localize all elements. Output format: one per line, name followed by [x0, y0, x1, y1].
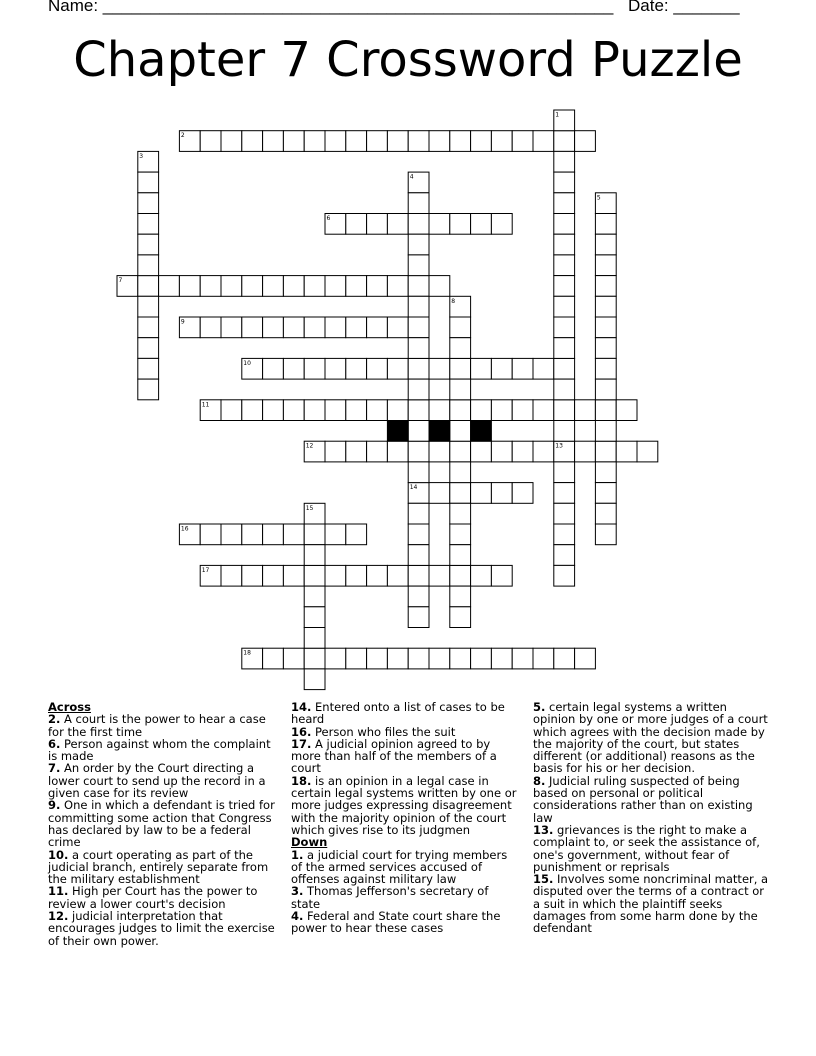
grid-cell[interactable] [408, 317, 429, 338]
grid-cell[interactable] [325, 358, 346, 379]
clue-across-12 [48, 910, 276, 947]
grid-cell[interactable] [637, 441, 658, 462]
grid-cell[interactable] [367, 648, 388, 669]
grid-cell[interactable] [554, 379, 575, 400]
grid-cell[interactable] [471, 358, 492, 379]
grid-cell[interactable] [408, 255, 429, 276]
grid-cell[interactable] [595, 255, 616, 276]
grid-cell[interactable] [367, 131, 388, 152]
grid-cell[interactable] [491, 565, 512, 586]
grid-cell[interactable] [554, 503, 575, 524]
grid-cell[interactable] [138, 317, 159, 338]
clue-text: Involves some noncriminal matter, a disputed over the terms of a contract or a suit in which the plaintiff seeks damages from some harm done by the defendant [533, 872, 769, 936]
grid-cell[interactable] [138, 214, 159, 235]
grid-cell[interactable] [263, 400, 284, 421]
clue-text: A judicial opinion agreed to by more than half of the members of a court [291, 736, 497, 776]
grid-cell[interactable] [263, 276, 284, 297]
grid-cell[interactable] [491, 214, 512, 235]
grid-cell[interactable] [471, 648, 492, 669]
clue-number: 2. [48, 712, 61, 727]
grid-number: 15 [305, 504, 314, 512]
grid-cell[interactable] [471, 565, 492, 586]
grid-cell[interactable] [138, 234, 159, 255]
grid-cell[interactable] [325, 441, 346, 462]
clue-text: An order by the Court directing a lower court to send up the record in a given case for its review [48, 761, 266, 801]
clue-number: 14. [291, 700, 312, 714]
grid-cell[interactable] [242, 400, 263, 421]
clue-number: 13. [533, 822, 554, 837]
clue-number: 12. [48, 909, 69, 924]
grid-cell[interactable] [304, 607, 325, 628]
grid-cell[interactable] [450, 483, 471, 504]
grid-cell[interactable] [450, 503, 471, 524]
grid-cell[interactable] [325, 131, 346, 152]
grid-cell[interactable] [263, 317, 284, 338]
grid-cell[interactable] [263, 358, 284, 379]
grid-cell[interactable] [200, 524, 221, 545]
clue-number: 8. [533, 773, 546, 788]
grid-cell[interactable] [408, 421, 429, 442]
grid-cell[interactable] [304, 524, 325, 545]
grid-cell[interactable] [221, 317, 242, 338]
grid-cell[interactable] [304, 648, 325, 669]
grid-cell[interactable] [387, 214, 408, 235]
grid-cell[interactable] [325, 524, 346, 545]
clue-text: certain legal systems a written opinion by one or more judges of a court which agrees with the decision made by the majority of the court, but states different (or additional) reasons as the basis for his or her decision. [533, 700, 768, 776]
grid-cell[interactable] [346, 317, 367, 338]
grid-cell[interactable] [429, 276, 450, 297]
grid-cell[interactable] [512, 441, 533, 462]
grid-cell[interactable] [325, 565, 346, 586]
clue-text: Thomas Jefferson's secretary of state [291, 884, 489, 911]
grid-cell[interactable] [263, 131, 284, 152]
clue-number: 11. [48, 884, 69, 899]
clues-column-3 [533, 701, 769, 935]
grid-cell[interactable] [242, 317, 263, 338]
grid-cell[interactable] [304, 628, 325, 649]
page-title: Chapter 7 Crossword Puzzle [73, 32, 743, 88]
grid-number: 1 [555, 111, 560, 119]
grid-cell[interactable] [304, 276, 325, 297]
grid-cell[interactable] [283, 358, 304, 379]
clue-across-18 [291, 775, 519, 836]
grid-cell[interactable] [595, 503, 616, 524]
grid-number: 2 [180, 132, 185, 140]
grid-cell[interactable] [138, 255, 159, 276]
grid-cell[interactable] [595, 296, 616, 317]
grid-cell[interactable] [304, 131, 325, 152]
grid-cell[interactable] [387, 358, 408, 379]
grid-cell[interactable] [408, 524, 429, 545]
grid-cell[interactable] [283, 524, 304, 545]
grid-number: 7 [118, 277, 123, 285]
grid-cell[interactable] [450, 586, 471, 607]
grid-cell[interactable] [408, 607, 429, 628]
grid-cell[interactable] [554, 421, 575, 442]
clue-down-3 [291, 885, 519, 910]
grid-cell[interactable] [450, 358, 471, 379]
clue-number: 1. [291, 847, 304, 862]
grid-cell[interactable] [304, 358, 325, 379]
date-field[interactable]: Date: _______ [628, 0, 740, 15]
grid-cell[interactable] [387, 400, 408, 421]
grid-cell[interactable] [595, 358, 616, 379]
grid-cell[interactable] [283, 648, 304, 669]
grid-cell[interactable] [325, 400, 346, 421]
grid-cell[interactable] [554, 255, 575, 276]
grid-cell[interactable] [283, 565, 304, 586]
clue-down-13 [533, 824, 769, 873]
grid-cell[interactable] [595, 483, 616, 504]
grid-cell[interactable] [138, 193, 159, 214]
grid-cell[interactable] [408, 358, 429, 379]
grid-cell[interactable] [595, 338, 616, 359]
grid-cell[interactable] [595, 276, 616, 297]
grid-cell[interactable] [408, 503, 429, 524]
grid-cell[interactable] [595, 462, 616, 483]
clues-column-2 [291, 701, 519, 935]
grid-cell[interactable] [450, 607, 471, 628]
grid-cell[interactable] [221, 400, 242, 421]
grid-cell[interactable] [554, 565, 575, 586]
grid-cell[interactable] [138, 172, 159, 193]
clue-number: 18. [291, 773, 312, 788]
grid-cell[interactable] [429, 358, 450, 379]
grid-cell[interactable] [408, 565, 429, 586]
grid-cell[interactable] [575, 131, 596, 152]
grid-cell[interactable] [450, 462, 471, 483]
grid-cell[interactable] [346, 358, 367, 379]
clue-text: judicial interpretation that encourages judges to limit the exercise of their own power. [48, 909, 275, 948]
grid-cell[interactable] [283, 400, 304, 421]
grid-cell[interactable] [491, 441, 512, 462]
grid-cell[interactable] [179, 276, 200, 297]
grid-cell[interactable] [429, 648, 450, 669]
grid-cell[interactable] [387, 441, 408, 462]
grid-cell[interactable] [450, 545, 471, 566]
grid-cell[interactable] [346, 441, 367, 462]
grid-cell[interactable] [408, 400, 429, 421]
grid-cell[interactable] [429, 131, 450, 152]
grid-cell[interactable] [554, 296, 575, 317]
clue-down-8 [533, 775, 769, 824]
clue-number: 4. [291, 909, 304, 924]
grid-cell[interactable] [283, 131, 304, 152]
grid-cell[interactable] [450, 379, 471, 400]
grid-cell[interactable] [242, 131, 263, 152]
grid-cell[interactable] [533, 648, 554, 669]
grid-number: 17 [201, 566, 210, 574]
clue-across-7 [48, 762, 276, 799]
grid-cell[interactable] [471, 131, 492, 152]
clue-across-14 [291, 701, 519, 726]
clue-number: 3. [291, 884, 304, 899]
grid-cell[interactable] [491, 358, 512, 379]
clue-text: is an opinion in a legal case in certain legal systems written by one or more judges expressing disagreement with the majority opinion of the court which gives rise to its judgmen [291, 773, 517, 837]
grid-cell[interactable] [367, 441, 388, 462]
clue-text: a court operating as part of the judicial branch, entirely separate from the military establishment [48, 847, 269, 887]
grid-cell[interactable] [304, 669, 325, 690]
grid-cell[interactable] [408, 545, 429, 566]
grid-cell[interactable] [200, 131, 221, 152]
grid-number: 4 [409, 173, 414, 181]
clue-text: a judicial court for trying members of the armed services accused of offenses against military law [291, 847, 508, 887]
grid-block [387, 421, 408, 442]
grid-cell[interactable] [325, 276, 346, 297]
clue-across-11 [48, 885, 276, 910]
grid-cell[interactable] [346, 214, 367, 235]
grid-cell[interactable] [595, 524, 616, 545]
grid-cell[interactable] [616, 441, 637, 462]
grid-cell[interactable] [325, 648, 346, 669]
grid-cell[interactable] [408, 648, 429, 669]
grid-cell[interactable] [575, 648, 596, 669]
grid-cell[interactable] [325, 317, 346, 338]
grid-cell[interactable] [450, 131, 471, 152]
grid-cell[interactable] [595, 234, 616, 255]
clue-number: 16. [291, 724, 312, 739]
grid-cell[interactable] [367, 214, 388, 235]
grid-cell[interactable] [491, 483, 512, 504]
grid-cell[interactable] [138, 379, 159, 400]
clues-column-1 [48, 701, 276, 947]
grid-cell[interactable] [408, 586, 429, 607]
grid-cell[interactable] [346, 565, 367, 586]
grid-cell[interactable] [367, 565, 388, 586]
clue-number: 17. [291, 736, 312, 751]
grid-cell[interactable] [471, 483, 492, 504]
grid-cell[interactable] [533, 400, 554, 421]
grid-number: 10 [243, 359, 251, 367]
grid-number: 14 [409, 484, 418, 492]
clue-text: Judicial ruling suspected of being based on personal or political considerations rather than on existing law [533, 773, 753, 825]
grid-cell[interactable] [533, 131, 554, 152]
clue-number: 5. [533, 700, 546, 714]
grid-number: 18 [243, 649, 251, 657]
grid-cell[interactable] [408, 234, 429, 255]
clue-across-10 [48, 849, 276, 886]
grid-cell[interactable] [554, 234, 575, 255]
clue-down-15 [533, 873, 769, 934]
grid-number: 13 [555, 442, 563, 450]
grid-number: 12 [305, 442, 314, 450]
clue-number: 15. [533, 872, 554, 887]
grid-cell[interactable] [367, 400, 388, 421]
clue-number: 7. [48, 761, 61, 776]
grid-cell[interactable] [263, 524, 284, 545]
grid-cell[interactable] [595, 379, 616, 400]
grid-cell[interactable] [408, 441, 429, 462]
clue-down-5 [533, 701, 769, 775]
grid-cell[interactable] [367, 276, 388, 297]
clue-across-9 [48, 799, 276, 848]
grid-cell[interactable] [491, 131, 512, 152]
grid-cell[interactable] [450, 565, 471, 586]
grid-cell[interactable] [200, 317, 221, 338]
grid-cell[interactable] [554, 317, 575, 338]
grid-cell[interactable] [263, 565, 284, 586]
grid-cell[interactable] [408, 193, 429, 214]
grid-cell[interactable] [471, 400, 492, 421]
grid-cell[interactable] [554, 131, 575, 152]
clue-across-2 [48, 713, 276, 738]
grid-cell[interactable] [221, 276, 242, 297]
grid-cell[interactable] [554, 648, 575, 669]
grid-cell[interactable] [450, 648, 471, 669]
grid-cell[interactable] [554, 151, 575, 172]
grid-cell[interactable] [595, 441, 616, 462]
clue-text: Federal and State court share the power to hear these cases [291, 909, 501, 936]
grid-cell[interactable] [429, 483, 450, 504]
grid-cell[interactable] [304, 565, 325, 586]
grid-cell[interactable] [346, 524, 367, 545]
grid-cell[interactable] [159, 276, 180, 297]
clue-text: grievances is the right to make a complaint to, or seek the assistance of, one's government, without fear of punishment or reprisals [533, 822, 760, 874]
grid-cell[interactable] [554, 483, 575, 504]
clue-across-6 [48, 738, 276, 763]
grid-cell[interactable] [554, 172, 575, 193]
grid-cell[interactable] [554, 193, 575, 214]
grid-cell[interactable] [554, 338, 575, 359]
grid-cell[interactable] [491, 648, 512, 669]
grid-cell[interactable] [367, 317, 388, 338]
clue-across-17 [291, 738, 519, 775]
grid-cell[interactable] [242, 524, 263, 545]
grid-cell[interactable] [554, 545, 575, 566]
grid-cell[interactable] [554, 358, 575, 379]
clue-text: Person who files the suit [311, 724, 456, 739]
down-heading: Down [291, 835, 328, 850]
grid-cell[interactable] [471, 441, 492, 462]
grid-number: 6 [326, 215, 331, 222]
grid-cell[interactable] [387, 648, 408, 669]
grid-cell[interactable] [471, 214, 492, 235]
grid-cell[interactable] [408, 338, 429, 359]
grid-cell[interactable] [491, 400, 512, 421]
grid-cell[interactable] [595, 421, 616, 442]
clue-text: Person against whom the complaint is made [48, 736, 271, 764]
grid-number: 9 [180, 318, 185, 326]
grid-cell[interactable] [450, 338, 471, 359]
grid-cell[interactable] [304, 317, 325, 338]
grid-cell[interactable] [575, 441, 596, 462]
clue-text: High per Court has the power to review a lower court's decision [48, 884, 258, 911]
grid-cell[interactable] [138, 276, 159, 297]
grid-cell[interactable] [408, 214, 429, 235]
grid-cell[interactable] [450, 317, 471, 338]
grid-cell[interactable] [429, 214, 450, 235]
grid-cell[interactable] [554, 214, 575, 235]
grid-cell[interactable] [554, 524, 575, 545]
clue-text: A court is the power to hear a case for the first time [48, 712, 266, 739]
grid-cell[interactable] [346, 648, 367, 669]
grid-cell[interactable] [429, 441, 450, 462]
grid-cell[interactable] [138, 358, 159, 379]
grid-cell[interactable] [429, 565, 450, 586]
grid-cell[interactable] [512, 483, 533, 504]
grid-cell[interactable] [595, 214, 616, 235]
grid-number: 16 [180, 525, 189, 533]
clue-down-4 [291, 910, 519, 935]
grid-cell[interactable] [242, 276, 263, 297]
grid-cell[interactable] [283, 317, 304, 338]
grid-cell[interactable] [512, 131, 533, 152]
grid-cell[interactable] [408, 131, 429, 152]
grid-cell[interactable] [595, 317, 616, 338]
grid-cell[interactable] [450, 400, 471, 421]
grid-cell[interactable] [387, 131, 408, 152]
grid-cell[interactable] [138, 338, 159, 359]
grid-cell[interactable] [554, 276, 575, 297]
grid-cell[interactable] [387, 276, 408, 297]
grid-cell[interactable] [408, 276, 429, 297]
grid-block [471, 421, 492, 442]
grid-cell[interactable] [408, 462, 429, 483]
grid-cell[interactable] [242, 565, 263, 586]
clue-number: 6. [48, 736, 61, 751]
grid-block [429, 421, 450, 442]
grid-cell[interactable] [283, 276, 304, 297]
grid-cell[interactable] [450, 421, 471, 442]
grid-cell[interactable] [387, 317, 408, 338]
grid-number: 11 [201, 401, 210, 409]
clue-number: 9. [48, 798, 61, 813]
grid-cell[interactable] [221, 131, 242, 152]
grid-cell[interactable] [408, 296, 429, 317]
grid-cell[interactable] [533, 358, 554, 379]
grid-cell[interactable] [346, 276, 367, 297]
grid-number: 5 [596, 194, 601, 202]
grid-cell[interactable] [450, 441, 471, 462]
grid-cell[interactable] [554, 400, 575, 421]
grid-cell[interactable] [408, 379, 429, 400]
clue-text: One in which a defendant is tried for committing some action that Congress has declared by law to be a federal crime [48, 798, 275, 850]
grid-cell[interactable] [450, 524, 471, 545]
clue-down-1 [291, 849, 519, 886]
grid-cell[interactable] [429, 400, 450, 421]
name-field[interactable]: Name: ______________________________________________________ [48, 0, 614, 15]
grid-cell[interactable] [450, 214, 471, 235]
grid-cell[interactable] [575, 400, 596, 421]
grid-cell[interactable] [138, 296, 159, 317]
grid-cell[interactable] [512, 648, 533, 669]
grid-cell[interactable] [367, 358, 388, 379]
grid-cell[interactable] [304, 586, 325, 607]
grid-cell[interactable] [304, 400, 325, 421]
grid-cell[interactable] [221, 565, 242, 586]
grid-cell[interactable] [387, 565, 408, 586]
grid-cell[interactable] [595, 400, 616, 421]
grid-cell[interactable] [512, 358, 533, 379]
grid-cell[interactable] [512, 400, 533, 421]
grid-cell[interactable] [554, 462, 575, 483]
grid-cell[interactable] [221, 524, 242, 545]
grid-cell[interactable] [304, 545, 325, 566]
grid-cell[interactable] [346, 400, 367, 421]
grid-cell[interactable] [533, 441, 554, 462]
grid-cell[interactable] [263, 648, 284, 669]
grid-cell[interactable] [346, 131, 367, 152]
grid-cell[interactable] [616, 400, 637, 421]
grid-cell[interactable] [200, 276, 221, 297]
clue-number: 10. [48, 847, 69, 862]
across-heading: Across [48, 700, 91, 714]
grid-number: 8 [451, 297, 456, 305]
grid-number: 3 [139, 152, 144, 160]
clue-text: Entered onto a list of cases to be heard [291, 700, 505, 727]
